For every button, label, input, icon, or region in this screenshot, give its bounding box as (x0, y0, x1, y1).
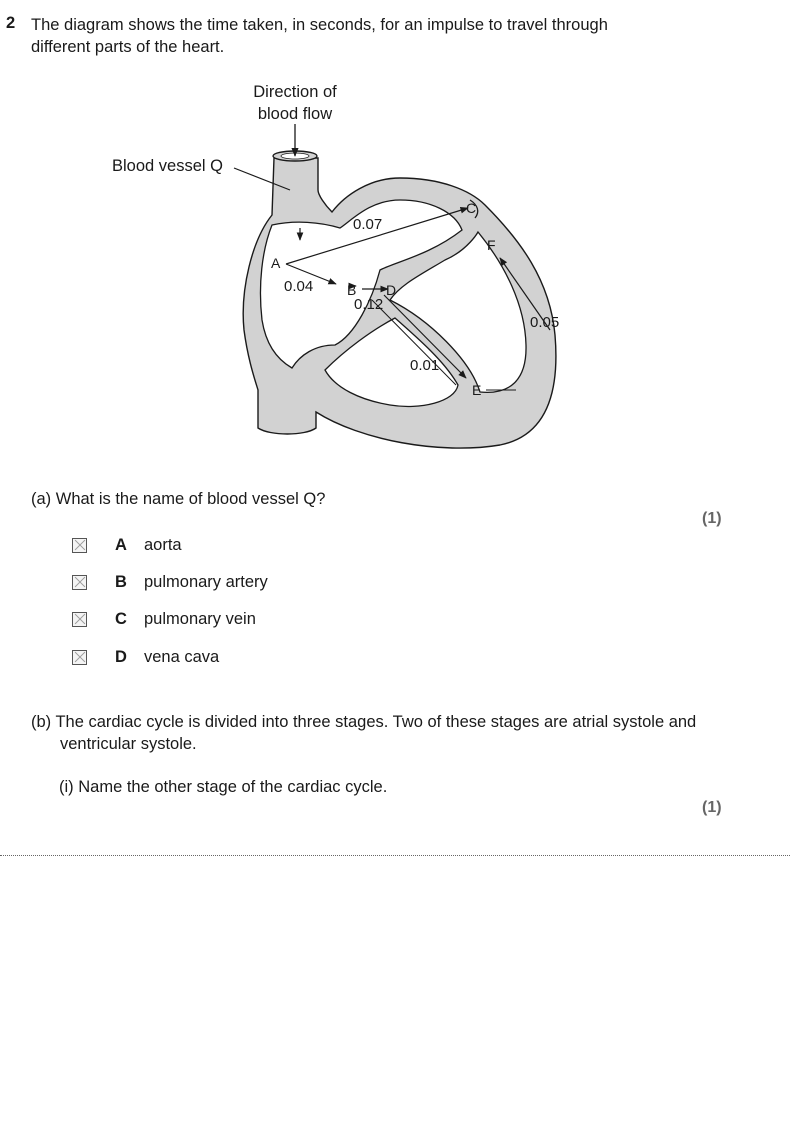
option-c-checkbox[interactable] (72, 612, 87, 627)
point-a: A (271, 255, 281, 271)
flow-label-line1: Direction of (253, 83, 337, 101)
option-a-letter: A (115, 535, 127, 554)
option-c-letter: C (115, 609, 127, 628)
option-a-text: aorta (144, 535, 182, 554)
option-b-checkbox[interactable] (72, 575, 87, 590)
time-e-to-f: 0.05 (530, 314, 560, 331)
part-a-question: (a) What is the name of blood vessel Q? (31, 490, 326, 508)
time-a-to-c: 0.07 (353, 216, 383, 233)
option-c-text: pulmonary vein (144, 609, 256, 628)
time-b-to-d: 0.12 (354, 296, 384, 313)
point-e: E (472, 382, 482, 398)
option-d[interactable] (72, 646, 220, 668)
option-c[interactable] (72, 608, 256, 630)
point-c: C (466, 200, 477, 216)
heart-diagram (0, 0, 790, 470)
flow-label-line2: blood flow (257, 105, 333, 123)
part-b-stem: (b) The cardiac cycle is divided into three stages. Two of these stages are atrial systole and ventricular systole. (31, 713, 697, 753)
option-b-text: pulmonary artery (144, 572, 268, 591)
part-b-i-marks: (1) (702, 799, 722, 816)
vessel-q-label: Blood vessel Q (112, 157, 223, 175)
question-text: The diagram shows the time taken, in seconds, for an impulse to travel through different parts of the heart. (31, 16, 608, 56)
point-f: F (487, 237, 496, 253)
part-b-i-question: (i) Name the other stage of the cardiac cycle. (59, 778, 388, 796)
option-b[interactable] (72, 571, 268, 593)
option-b-letter: B (115, 572, 127, 591)
option-d-letter: D (115, 647, 127, 666)
option-d-text: vena cava (144, 647, 220, 666)
option-d-checkbox[interactable] (72, 650, 87, 665)
option-a[interactable] (72, 534, 182, 556)
option-a-checkbox[interactable] (72, 538, 87, 553)
question-number: 2 (6, 14, 16, 32)
point-d: D (386, 282, 397, 298)
time-a-to-b: 0.04 (284, 278, 314, 295)
point-b: B (347, 282, 357, 298)
time-d-to-e: 0.01 (410, 357, 440, 374)
part-a-marks: (1) (702, 510, 722, 527)
answer-line[interactable] (0, 855, 790, 856)
